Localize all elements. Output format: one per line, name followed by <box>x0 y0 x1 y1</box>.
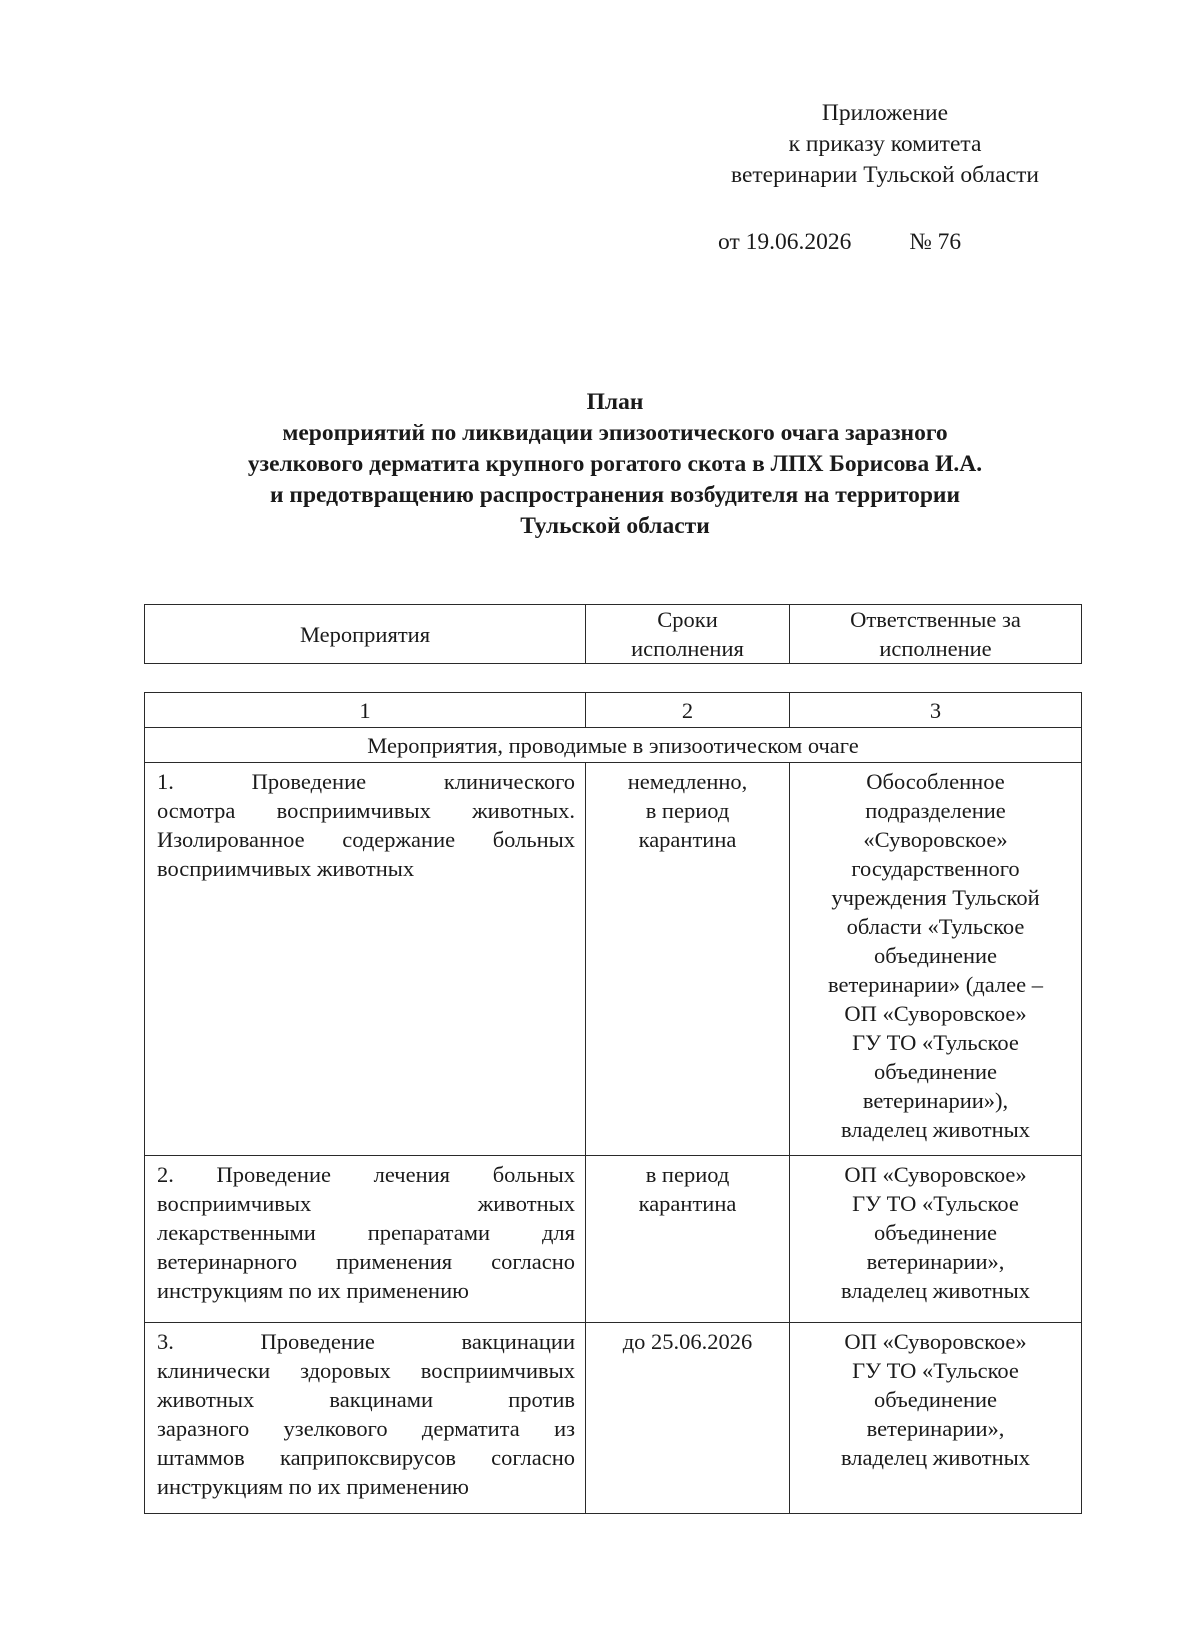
measure-cell <box>145 1156 586 1323</box>
column-number: 3 <box>790 693 1082 728</box>
measure-line: животных вакцинами против <box>157 1387 575 1412</box>
responsible-line: объединение <box>873 1387 998 1412</box>
measure-line: осмотра восприимчивых животных. <box>157 798 575 823</box>
header-responsible <box>790 605 1082 664</box>
responsible-line: ОП «Суворовское» <box>844 1001 1027 1026</box>
responsible-line: ветеринарии» (далее – <box>827 972 1044 997</box>
responsible-line: владелец животных <box>840 1278 1031 1303</box>
measure-line: 2. Проведение лечения больных <box>157 1162 575 1187</box>
term-line: в период <box>645 798 730 823</box>
responsible-line: ГУ ТО «Тульское <box>852 1358 1019 1383</box>
responsible-line: ветеринарии»), <box>862 1088 1009 1113</box>
header-measures: Мероприятия <box>145 605 586 664</box>
plan-title <box>150 387 1080 542</box>
term-cell <box>586 1156 790 1323</box>
column-number: 2 <box>586 693 790 728</box>
order-date: от 19.06.2026 <box>718 229 852 255</box>
column-number-row <box>145 693 1082 728</box>
responsible-cell <box>790 763 1082 1156</box>
responsible-line: ОП «Суворовское» <box>844 1329 1027 1354</box>
measure-cell <box>145 1323 586 1514</box>
table-row <box>145 1156 1082 1323</box>
term-line: карантина <box>638 1191 737 1216</box>
appendix-line: ветеринарии Тульской области <box>731 162 1039 188</box>
responsible-line: ГУ ТО «Тульское <box>852 1030 1019 1055</box>
measure-line: инструкциям по их применению <box>157 1474 469 1499</box>
table-row <box>145 763 1082 1156</box>
measure-line: восприимчивых животных <box>157 856 415 881</box>
responsible-line: владелец животных <box>840 1445 1031 1470</box>
measure-line: 1. Проведение клинического <box>157 769 575 794</box>
term-line: карантина <box>638 827 737 852</box>
measure-line: инструкциям по их применению <box>157 1278 469 1303</box>
title-line: и предотвращению распространения возбудителя на территории <box>269 482 960 508</box>
title-line: мероприятий по ликвидации эпизоотического очага заразного <box>282 420 948 446</box>
title-line: узелкового дерматита крупного рогатого скота в ЛПХ Борисова И.А. <box>247 451 983 477</box>
term-line: в период <box>645 1162 730 1187</box>
appendix-heading <box>690 98 1080 191</box>
header-terms-line: исполнения <box>631 636 744 661</box>
measure-line: ветеринарного применения согласно <box>157 1249 575 1274</box>
section-row <box>145 728 1082 763</box>
measure-line: восприимчивых животных <box>157 1191 575 1216</box>
header-table <box>144 604 1082 664</box>
responsible-line: подразделение <box>865 798 1006 823</box>
responsible-line: объединение <box>873 1059 998 1084</box>
responsible-cell <box>790 1323 1082 1514</box>
responsible-line: области «Тульское <box>846 914 1025 939</box>
measure-line: Изолированное содержание больных <box>157 827 575 852</box>
responsible-line: объединение <box>873 1220 998 1245</box>
responsible-line: государственного <box>851 856 1020 881</box>
responsible-line: объединение <box>873 943 998 968</box>
appendix-line: к приказу комитета <box>788 131 982 157</box>
measure-line: штаммов каприпоксвирусов согласно <box>157 1445 575 1470</box>
term-cell <box>586 763 790 1156</box>
measure-line: 3. Проведение вакцинации <box>157 1329 575 1354</box>
responsible-line: ветеринарии», <box>866 1249 1005 1274</box>
table-row <box>145 1323 1082 1514</box>
measure-line: заразного узелкового дерматита из <box>157 1416 575 1441</box>
title-line: Тульской области <box>520 513 710 539</box>
responsible-line: «Суворовское» <box>863 827 1008 852</box>
header-responsible-line: исполнение <box>879 636 992 661</box>
header-responsible-line: Ответственные за <box>850 607 1021 632</box>
responsible-line: ветеринарии», <box>866 1416 1005 1441</box>
section-title: Мероприятия, проводимые в эпизоотическом очаге <box>145 728 1082 763</box>
order-number: № 76 <box>909 229 962 255</box>
order-date-number <box>718 227 961 258</box>
responsible-line: ОП «Суворовское» <box>844 1162 1027 1187</box>
term-line: до 25.06.2026 <box>622 1329 753 1354</box>
responsible-line: владелец животных <box>840 1117 1031 1142</box>
title-line: План <box>586 389 644 415</box>
measure-line: клинически здоровых восприимчивых <box>157 1358 575 1383</box>
header-terms-line: Сроки <box>657 607 718 632</box>
term-cell <box>586 1323 790 1514</box>
plan-table <box>144 692 1082 1514</box>
responsible-cell <box>790 1156 1082 1323</box>
appendix-line: Приложение <box>821 100 949 126</box>
responsible-line: ГУ ТО «Тульское <box>852 1191 1019 1216</box>
header-row <box>145 605 1082 664</box>
column-number: 1 <box>145 693 586 728</box>
responsible-line: Обособленное <box>866 769 1005 794</box>
term-line: немедленно, <box>627 769 748 794</box>
header-terms <box>586 605 790 664</box>
responsible-line: учреждения Тульской <box>831 885 1040 910</box>
measure-line: лекарственными препаратами для <box>157 1220 575 1245</box>
measure-cell <box>145 763 586 1156</box>
